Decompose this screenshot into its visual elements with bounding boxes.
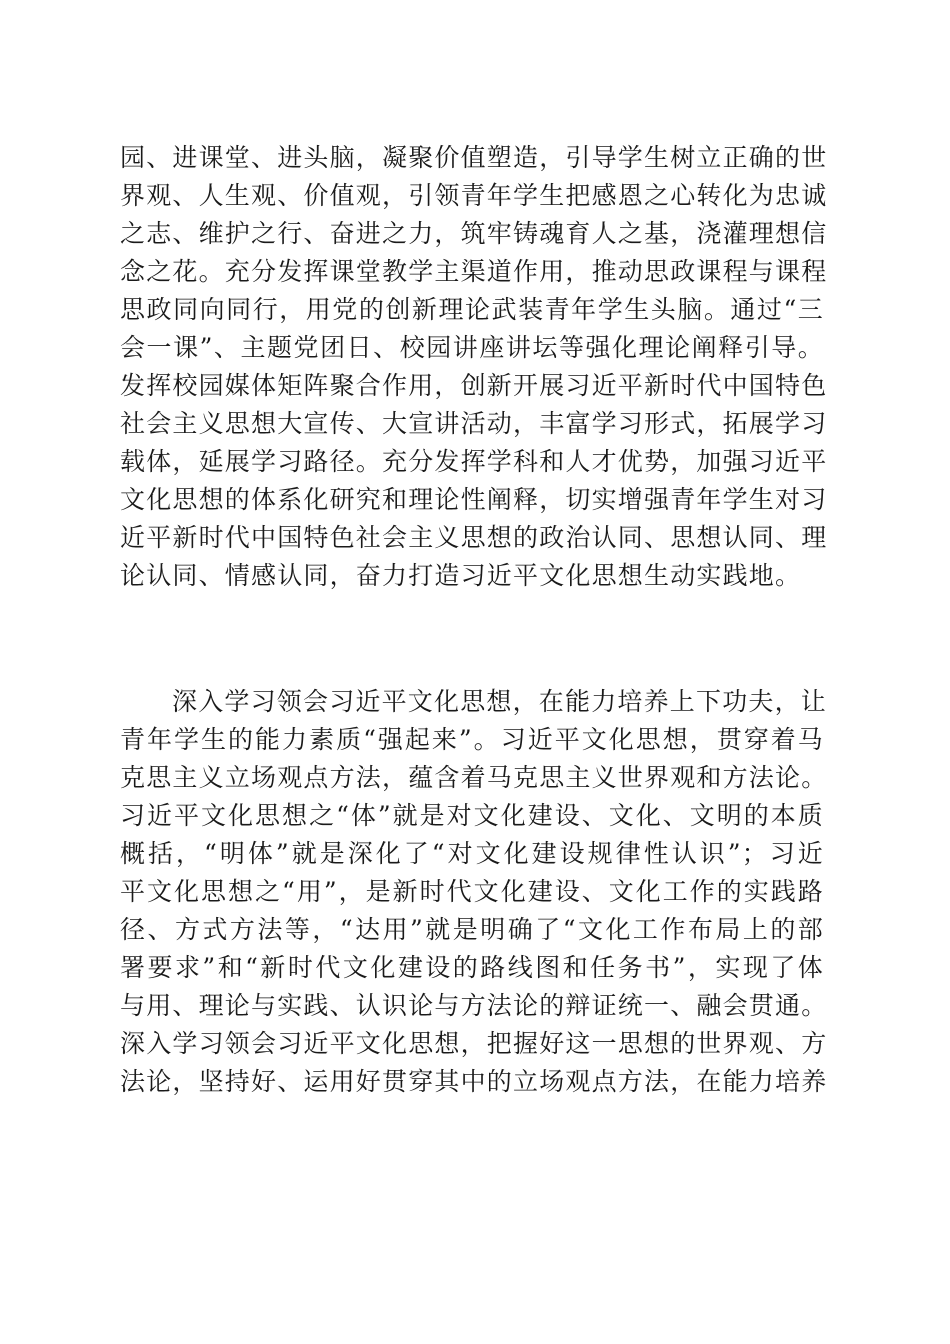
paragraph-1 [120,139,828,595]
paragraph-line: 青年学生的能力素质“强起来”。习近平文化思想，贯穿着马 [120,725,824,754]
paragraph-line: 近平新时代中国特色社会主义思想的政治认同、思想认同、理 [120,523,828,552]
paragraph-line: 园、进课堂、进头脑，凝聚价值塑造，引导学生树立正确的世 [120,143,828,172]
paragraph-line: 概括，“明体”就是深化了“对文化建设规律性认识”；习近 [120,839,824,868]
paragraph-line: 文化思想的体系化研究和理论性阐释，切实增强青年学生对习 [120,485,828,514]
paragraph-line: 平文化思想之“用”，是新时代文化建设、文化工作的实践路 [120,877,824,906]
paragraph-line: 克思主义立场观点方法，蕴含着马克思主义世界观和方法论。 [120,763,828,792]
paragraph-line: 论认同、情感认同，奋力打造习近平文化思想生动实践地。 [120,561,802,590]
paragraph-line: 发挥校园媒体矩阵聚合作用，创新开展习近平新时代中国特色 [120,371,828,400]
paragraph-line: 习近平文化思想之“体”就是对文化建设、文化、文明的本质 [120,801,824,830]
paragraph-line: 念之花。充分发挥课堂教学主渠道作用，推动思政课程与课程 [120,257,828,286]
paragraph-line: 署要求”和“新时代文化建设的路线图和任务书”，实现了体 [120,953,824,982]
paragraph-line: 之志、维护之行、奋进之力，筑牢铸魂育人之基，浇灌理想信 [120,219,828,248]
paragraph-line: 界观、人生观、价值观，引领青年学生把感恩之心转化为忠诚 [120,181,828,210]
paragraph-line: 法论，坚持好、运用好贯穿其中的立场观点方法，在能力培养 [120,1067,828,1096]
paragraph-2 [120,683,828,1101]
paragraph-line: 深入学习领会习近平文化思想，把握好这一思想的世界观、方 [120,1029,828,1058]
paragraph-line: 社会主义思想大宣传、大宣讲活动，丰富学习形式，拓展学习 [120,409,828,438]
paragraph-line: 与用、理论与实践、认识论与方法论的辩证统一、融会贯通。 [120,991,828,1020]
paragraph-line: 载体，延展学习路径。充分发挥学科和人才优势，加强习近平 [120,447,828,476]
paragraph-line: 径、方式方法等，“达用”就是明确了“文化工作布局上的部 [120,915,824,944]
paragraph-line: 思政同向同行，用党的创新理论武装青年学生头脑。通过“三 [120,295,824,324]
paragraph-line: 会一课”、主题党团日、校园讲座讲坛等强化理论阐释引导。 [120,333,824,362]
paragraph-line: 深入学习领会习近平文化思想，在能力培养上下功夫，让 [172,687,828,716]
